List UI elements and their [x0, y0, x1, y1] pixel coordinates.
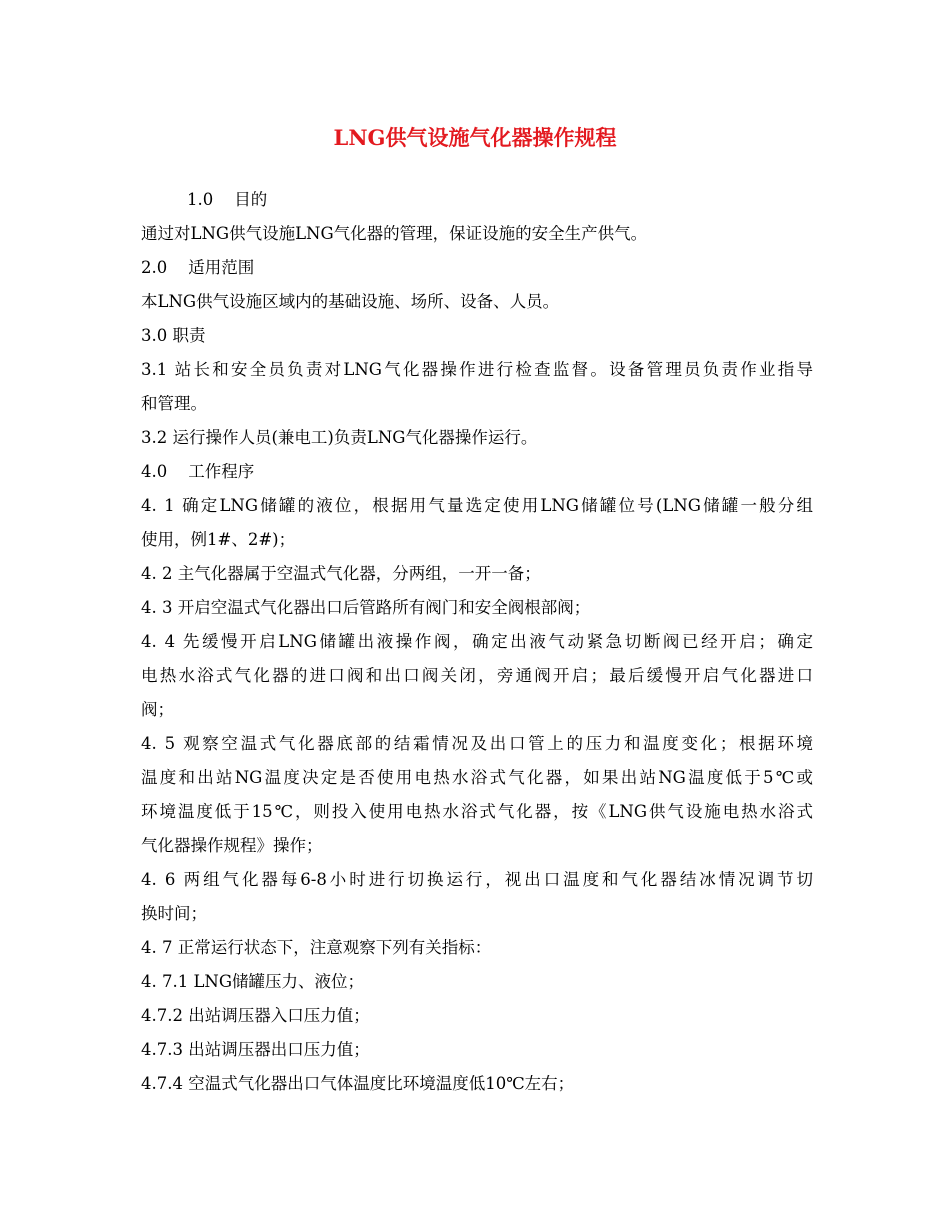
document-body — [141, 183, 813, 1101]
step-4-4-cont-2: 阀； — [141, 700, 174, 719]
paragraph-duty-3-1-cont: 和管理。 — [141, 394, 207, 413]
paragraph-purpose: 通过对LNG供气设施LNG气化器的管理，保证设施的安全生产供气。 — [141, 224, 648, 243]
step-4-5: 4. 5 观察空温式气化器底部的结霜情况及出口管上的压力和温度变化；根据环境 — [141, 734, 813, 753]
step-4-5-cont-2: 环境温度低于15℃，则投入使用电热水浴式气化器，按《LNG供气设施电热水浴式 — [141, 802, 813, 821]
paragraph-scope: 本LNG供气设施区域内的基础设施、场所、设备、人员。 — [141, 292, 560, 311]
section-heading-duties: 3.0 职责 — [141, 326, 206, 345]
step-4-1: 4. 1 确定LNG储罐的液位，根据用气量选定使用LNG储罐位号(LNG储罐一般分组 — [141, 496, 813, 515]
step-4-7-1: 4. 7.1 LNG储罐压力、液位； — [141, 972, 365, 991]
step-4-7-3: 4.7.3 出站调压器出口压力值； — [141, 1040, 370, 1059]
section-heading-purpose: 1.0 目的 — [187, 190, 268, 209]
step-4-5-cont-3: 气化器操作规程》操作； — [141, 836, 323, 855]
paragraph-duty-3-2: 3.2 运行操作人员(兼电工)负责LNG气化器操作运行。 — [141, 428, 538, 447]
step-4-4: 4. 4 先缓慢开启LNG储罐出液操作阀，确定出液气动紧急切断阀已经开启；确定 — [141, 632, 813, 651]
step-4-3: 4. 3 开启空温式气化器出口后管路所有阀门和安全阀根部阀； — [141, 598, 591, 617]
paragraph-duty-3-1: 3.1 站长和安全员负责对LNG气化器操作进行检查监督。设备管理员负责作业指导 — [141, 360, 813, 379]
step-4-7-4: 4.7.4 空温式气化器出口气体温度比环境温度低10℃左右； — [141, 1074, 575, 1093]
section-heading-procedure: 4.0 工作程序 — [141, 462, 255, 481]
document-title: LNG供气设施气化器操作规程 — [333, 125, 617, 150]
step-4-7-2: 4.7.2 出站调压器入口压力值； — [141, 1006, 370, 1025]
step-4-5-cont-1: 温度和出站NG温度决定是否使用电热水浴式气化器，如果出站NG温度低于5℃或 — [141, 768, 813, 787]
step-4-6: 4. 6 两组气化器每6-8小时进行切换运行，视出口温度和气化器结冰情况调节切 — [141, 870, 813, 889]
step-4-2: 4. 2 主气化器属于空温式气化器，分两组，一开一备； — [141, 564, 541, 583]
section-heading-scope: 2.0 适用范围 — [141, 258, 255, 277]
step-4-1-cont: 使用，例1#、2#)； — [141, 530, 296, 549]
step-4-6-cont: 换时间； — [141, 904, 207, 923]
step-4-7: 4. 7 正常运行状态下，注意观察下列有关指标： — [141, 938, 492, 957]
step-4-4-cont-1: 电热水浴式气化器的进口阀和出口阀关闭，旁通阀开启；最后缓慢开启气化器进口 — [141, 666, 813, 685]
